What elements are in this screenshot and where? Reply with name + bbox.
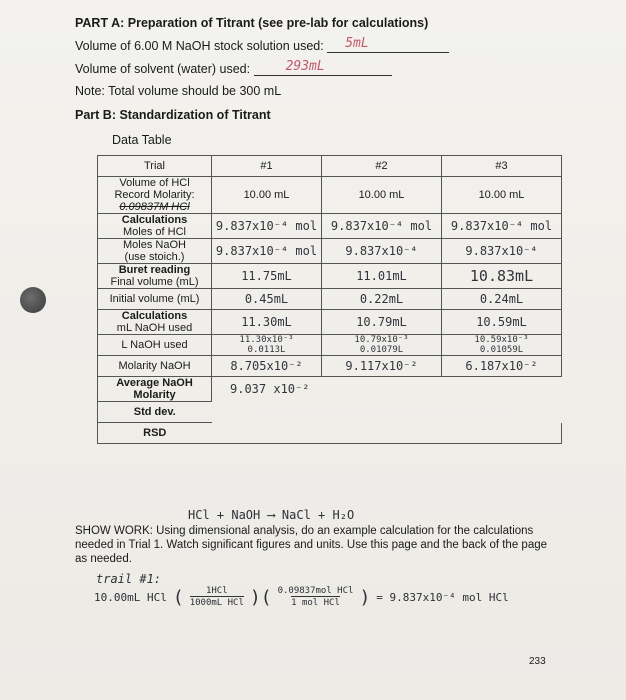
part-a-title: PART A: Preparation of Titrant (see pre-lab for calculations)	[75, 16, 429, 30]
cell-average-molarity[interactable]: 9.037 x10⁻²	[212, 377, 562, 402]
cell-moles-hcl-2[interactable]: 9.837x10⁻⁴ mol	[322, 214, 442, 239]
calc-start-value: 10.00mL HCl	[94, 590, 167, 604]
row-label-hcl-volume	[98, 177, 212, 214]
cell-molarity-naoh-1[interactable]: 8.705x10⁻²	[212, 356, 322, 377]
conversion-factor-1	[190, 586, 244, 608]
header-trial-3: #3	[442, 156, 562, 177]
row-label-rsd: RSD	[98, 423, 212, 444]
solvent-volume-line	[75, 61, 392, 76]
page-number: 233	[529, 656, 546, 667]
solvent-volume-value: 293mL	[285, 59, 325, 74]
cell-hcl-volume-2[interactable]: 10.00 mL	[322, 177, 442, 214]
row-label-average-molarity	[98, 377, 212, 402]
cell-l-naoh-line: 0.01079L	[359, 345, 404, 355]
cell-ml-naoh-3[interactable]: 10.59mL	[442, 310, 562, 335]
cell-l-naoh-line: 0.01059L	[479, 345, 524, 355]
side-hole-dot	[20, 287, 46, 313]
show-work-instructions	[75, 524, 553, 566]
row-label-line: Volume of HCl	[119, 177, 190, 189]
cell-moles-hcl-3[interactable]: 9.837x10⁻⁴ mol	[442, 214, 562, 239]
row-label-final-volume	[98, 264, 212, 289]
row-label-line: Average NaOH	[116, 377, 193, 389]
cell-l-naoh-line: 11.30x10⁻³	[239, 335, 294, 345]
cell-ml-naoh-2[interactable]: 10.79mL	[322, 310, 442, 335]
cell-hcl-volume-1[interactable]: 10.00 mL	[212, 177, 322, 214]
row-label-line: mL NaOH used	[116, 322, 193, 334]
cell-l-naoh-1[interactable]	[212, 335, 322, 356]
row-label-line: Final volume (mL)	[110, 276, 199, 288]
cell-initial-volume-2[interactable]: 0.22mL	[322, 289, 442, 310]
cell-moles-hcl-1[interactable]: 9.837x10⁻⁴ mol	[212, 214, 322, 239]
row-label-moles-naoh	[98, 239, 212, 264]
row-label-moles-hcl	[98, 214, 212, 239]
cell-l-naoh-3[interactable]	[442, 335, 562, 356]
cell-molarity-naoh-3[interactable]: 6.187x10⁻²	[442, 356, 562, 377]
factor2-numerator: 0.09837mol HCl	[277, 586, 354, 596]
paren-close: )	[359, 586, 371, 608]
paren-open: (	[172, 586, 184, 608]
row-label-std-dev: Std dev.	[98, 402, 212, 423]
cell-ml-naoh-1[interactable]: 11.30mL	[212, 310, 322, 335]
cell-l-naoh-line: 0.0113L	[247, 345, 286, 355]
solvent-volume-blank[interactable]	[254, 61, 392, 76]
row-label-line: Calculations	[121, 310, 188, 322]
cell-moles-naoh-2[interactable]: 9.837x10⁻⁴	[322, 239, 442, 264]
cell-hcl-volume-3[interactable]: 10.00 mL	[442, 177, 562, 214]
cell-moles-naoh-3[interactable]: 9.837x10⁻⁴	[442, 239, 562, 264]
row-label-line: 0.09837M HCl	[119, 201, 190, 213]
header-trial-1: #1	[212, 156, 322, 177]
row-label-line: Moles of HCl	[123, 226, 186, 238]
row-label-line: (use stoich.)	[124, 251, 185, 263]
show-work-text: SHOW WORK: Using dimensional analysis, do an example calculation for the calculations needed in Trial 1. Watch significant figures and units. Use this page and the back of the page as needed.	[75, 525, 548, 565]
factor1-numerator: 1HCl	[205, 586, 228, 596]
factor2-denominator: 1 mol HCl	[291, 598, 340, 608]
cell-initial-volume-1[interactable]: 0.45mL	[212, 289, 322, 310]
paren-join: )(	[249, 586, 272, 608]
reaction-equation: HCl + NaOH ⟶ NaCl + H₂O	[188, 508, 355, 522]
solvent-volume-label: Volume of solvent (water) used:	[75, 62, 251, 76]
data-table	[97, 155, 562, 444]
stock-volume-blank[interactable]	[327, 38, 449, 53]
cell-rsd[interactable]	[212, 423, 562, 444]
row-label-line: Molarity	[133, 389, 176, 401]
header-trial-2: #2	[322, 156, 442, 177]
stock-volume-value: 5mL	[345, 36, 369, 51]
cell-l-naoh-line: 10.59x10⁻³	[474, 335, 529, 345]
row-label-initial-volume: Initial volume (mL)	[98, 289, 212, 310]
cell-final-volume-2[interactable]: 11.01mL	[322, 264, 442, 289]
cell-molarity-naoh-2[interactable]: 9.117x10⁻²	[322, 356, 442, 377]
factor1-denominator: 1000mL HCl	[189, 598, 244, 608]
cell-l-naoh-line: 10.79x10⁻³	[354, 335, 409, 345]
cell-moles-naoh-1[interactable]: 9.837x10⁻⁴ mol	[212, 239, 322, 264]
data-table-title: Data Table	[112, 133, 172, 147]
row-label-molarity-naoh: Molarity NaOH	[98, 356, 212, 377]
row-label-ml-naoh	[98, 310, 212, 335]
cell-final-volume-1[interactable]: 11.75mL	[212, 264, 322, 289]
calc-result: = 9.837x10⁻⁴ mol HCl	[376, 590, 509, 604]
stock-volume-line	[75, 38, 449, 53]
row-label-line: Calculations	[121, 214, 188, 226]
trial-label: trail #1:	[96, 572, 162, 586]
cell-final-volume-3[interactable]: 10.83mL	[442, 264, 562, 289]
cell-initial-volume-3[interactable]: 0.24mL	[442, 289, 562, 310]
stock-volume-label: Volume of 6.00 M NaOH stock solution used:	[75, 39, 324, 53]
calculation-line	[94, 586, 614, 608]
conversion-factor-2	[278, 586, 354, 608]
row-label-l-naoh: L NaOH used	[98, 335, 212, 356]
header-trial: Trial	[98, 156, 212, 177]
cell-std-dev[interactable]	[212, 402, 562, 423]
cell-l-naoh-2[interactable]	[322, 335, 442, 356]
row-label-line: Buret reading	[118, 264, 191, 276]
total-volume-note: Note: Total volume should be 300 mL	[75, 84, 282, 98]
row-label-line: Moles NaOH	[123, 239, 186, 251]
row-label-line: Record Molarity:	[114, 189, 195, 201]
part-b-title: Part B: Standardization of Titrant	[75, 108, 271, 122]
